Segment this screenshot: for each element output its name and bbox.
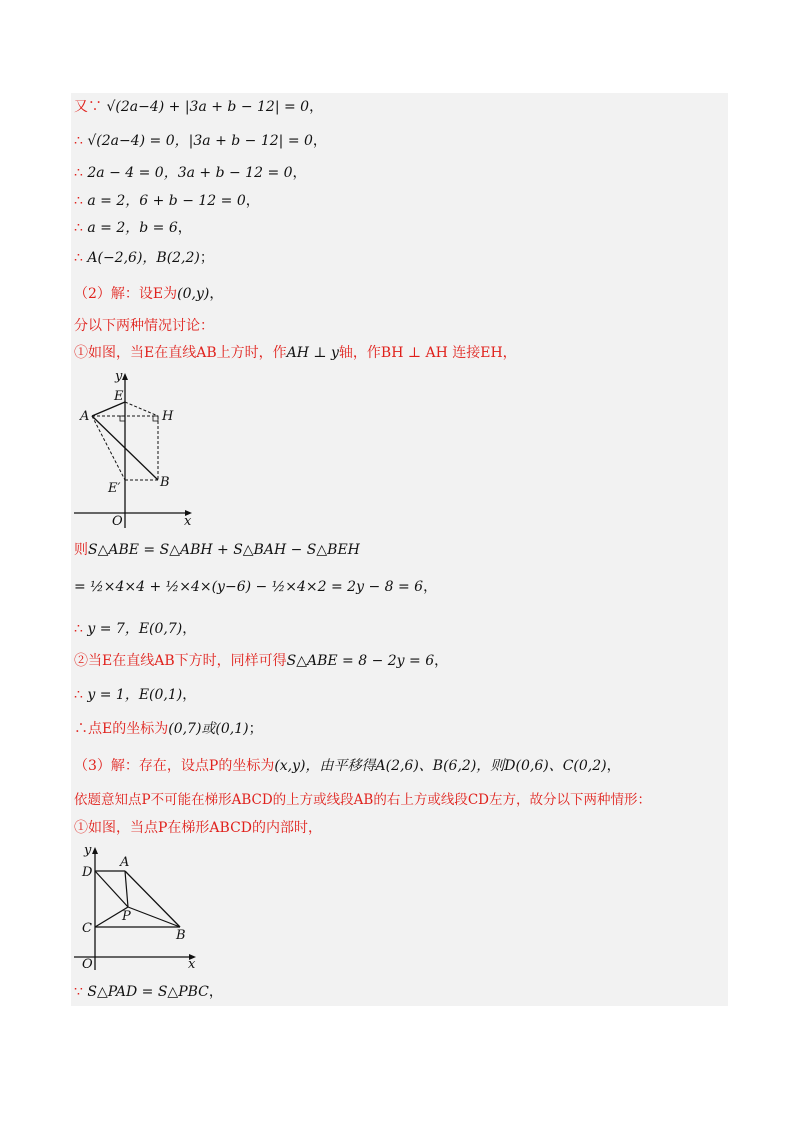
- fig2-label-A: A: [120, 855, 130, 870]
- text-line: ∴ a = 2，b = 6，: [74, 220, 192, 236]
- fig1-label-O: O: [112, 514, 123, 529]
- fig2-label-x: x: [188, 957, 196, 972]
- fig1-label-x: x: [184, 514, 192, 529]
- text-line: 依题意知点P不可能在梯形ABCD的上方或线段AB的右上方或线段CD左方，故分以下两种情形：: [74, 792, 651, 808]
- text-line: ∵ S△PAD = S△PBC，: [74, 984, 223, 1000]
- text-line: （3）解：存在，设点P的坐标为(x,y)，由平移得A(2,6)、B(6,2)，则D(0,6)、C(0,2)，: [74, 758, 621, 774]
- text-line: ②当E在直线AB下方时，同样可得S△ABE = 8 − 2y = 6，: [74, 653, 449, 669]
- text-line: ①如图，当点P在梯形ABCD的内部时，: [74, 820, 323, 836]
- text-line: ∴ a = 2，6 + b − 12 = 0，: [74, 193, 260, 209]
- text-line: （2）解：设E为(0,y)，: [74, 286, 224, 302]
- fig1-label-Eprime: E′: [108, 481, 121, 496]
- text-line: ∴ A(−2,6)，B(2,2)；: [74, 250, 214, 266]
- text-line: ∴ 2a − 4 = 0，3a + b − 12 = 0，: [74, 165, 307, 181]
- figure-1: [70, 368, 210, 537]
- text-line: ∴ y = 1，E(0,1)，: [74, 687, 197, 703]
- text-line: ∴点E的坐标为(0,7)或(0,1)；: [74, 721, 263, 737]
- text-line: ∴ y = 7，E(0,7)，: [74, 621, 197, 637]
- fig2-label-y: y: [84, 843, 92, 858]
- text-line: 则S△ABE = S△ABH + S△BAH − S△BEH: [74, 542, 360, 558]
- fig2-label-D: D: [82, 865, 93, 880]
- fig2-label-B: B: [176, 928, 186, 943]
- figure-2: [70, 842, 210, 981]
- text-line: 又∵ √(2a−4) + |3a + b − 12| = 0，: [74, 99, 324, 115]
- fig2-label-C: C: [82, 921, 92, 936]
- text-line: ∴ √(2a−4) = 0，|3a + b − 12| = 0，: [74, 133, 327, 149]
- text-line: = ½×4×4 + ½×4×(y−6) − ½×4×2 = 2y − 8 = 6，: [74, 579, 438, 595]
- fig1-label-A: A: [80, 409, 90, 424]
- fig2-label-P: P: [122, 909, 131, 924]
- fig1-label-H: H: [162, 409, 174, 424]
- text-line: 分以下两种情况讨论：: [74, 318, 214, 334]
- fig1-label-E: E: [114, 389, 124, 404]
- fig1-label-B: B: [160, 475, 170, 490]
- fig1-label-y: y: [115, 369, 123, 384]
- fig2-label-O: O: [82, 957, 93, 972]
- text-line: ①如图，当E在直线AB上方时，作AH ⊥ y轴，作BH ⊥ AH 连接EH，: [74, 345, 517, 361]
